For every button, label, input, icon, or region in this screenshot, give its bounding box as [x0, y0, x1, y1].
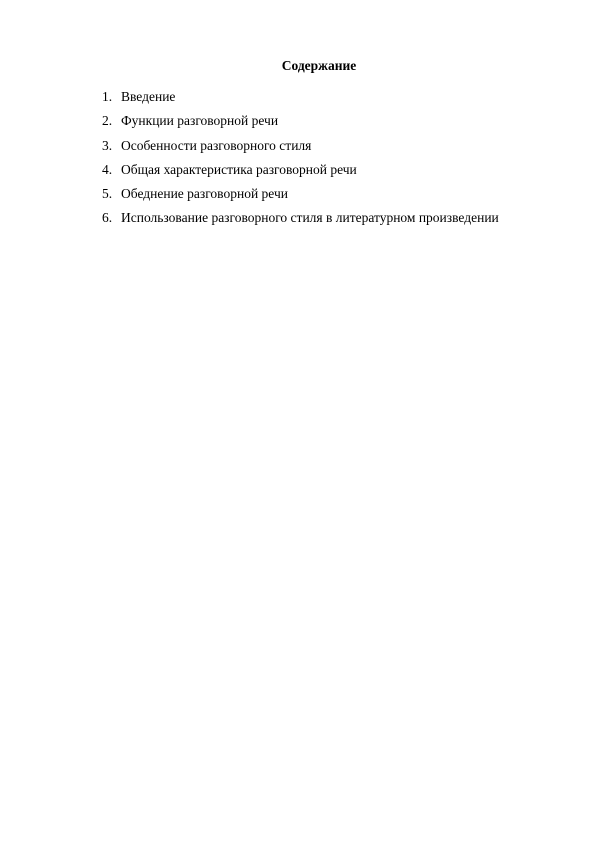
- toc-item: [102, 137, 572, 161]
- toc-item-text: Общая характеристика разговорной речи: [121, 161, 357, 177]
- toc-item: [102, 185, 572, 209]
- toc-item-text: Введение: [121, 89, 176, 104]
- toc-item: [102, 161, 572, 185]
- toc-item: [102, 112, 572, 136]
- toc-list: [102, 88, 572, 234]
- toc-item-text: Функции разговорной речи: [121, 113, 279, 129]
- toc-item-number: 4.: [102, 161, 113, 177]
- toc-item: [102, 209, 572, 233]
- toc-item-text: Обеднение разговорной речи: [121, 186, 288, 202]
- toc-item-text: Особенности разговорного стиля: [121, 137, 312, 153]
- toc-item-number: 5.: [102, 186, 113, 202]
- toc-item-number: 1.: [102, 89, 113, 104]
- toc-item-number: 6.: [102, 210, 113, 226]
- toc-title: Содержание: [281, 58, 357, 73]
- toc-item-number: 3.: [102, 137, 113, 153]
- toc-item: [102, 88, 572, 112]
- toc-item-number: 2.: [102, 113, 113, 129]
- toc-item-text: Использование разговорного стиля в литературном произведении: [121, 210, 499, 226]
